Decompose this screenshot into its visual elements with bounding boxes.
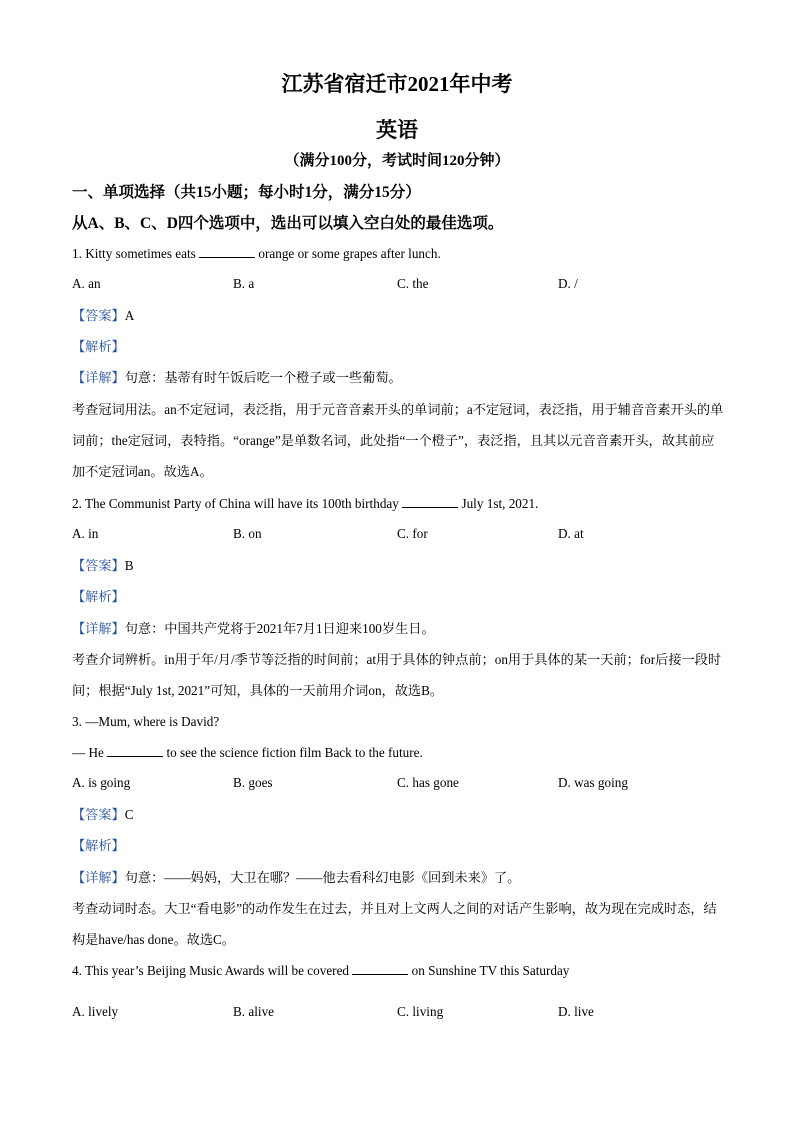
q4-option-b: B. alive <box>233 1004 275 1019</box>
q2-answer: 【答案】B <box>72 558 134 573</box>
q2-analysis-label: 【解析】 <box>72 589 125 604</box>
q3-answer: 【答案】C <box>72 807 134 822</box>
section-heading: 一、单项选择（共15小题；每小时1分，满分15分） <box>72 184 421 201</box>
q3-detail: 【详解】句意：——妈妈，大卫在哪？——他去看科幻电影《回到未来》了。 <box>72 870 521 885</box>
q1-option-c: C. the <box>397 276 429 291</box>
answer-blank <box>352 962 408 975</box>
question-2-stem: 2. The Communist Party of China will have its 100th birthday July 1st, 2021. <box>72 496 539 511</box>
exam-subject: 英语 <box>376 118 418 142</box>
q4-option-a: A. lively <box>72 1004 119 1019</box>
q2-option-a: A. in <box>72 526 99 541</box>
question-3-line1: 3. —Mum, where is David? <box>72 714 220 729</box>
q3-option-d: D. was going <box>558 775 628 790</box>
q3-option-c: C. has gone <box>397 775 459 790</box>
q1-option-d: D. / <box>558 276 578 291</box>
question-3-stem: — He to see the science fiction film Back to the future. <box>72 745 423 760</box>
q3-option-a: A. is going <box>72 775 131 790</box>
q2-explanation: 考查介词辨析。in用于年/月/季节等泛指的时间前；at用于具体的钟点前；on用于具体的某一天前；for后接一段时间；根据“July 1st, 2021”可知，具体的一天前用介词on，故选B。 <box>72 652 722 698</box>
q2-option-b: B. on <box>233 526 262 541</box>
question-4-stem: 4. This year’s Beijing Music Awards will be covered on Sunshine TV this Saturday <box>72 963 570 978</box>
q1-explanation: 考查冠词用法。an不定冠词，表泛指，用于元音音素开头的单词前；a不定冠词，表泛指，用于辅音音素开头的单词前；the定冠词，表特指。“orange”是单数名词，此处指“一个橙子”，表泛指，且其以元音音素开头，故其前应加不定冠词an。故选A。 <box>72 402 724 479</box>
q2-detail: 【详解】句意：中国共产党将于2021年7月1日迎来100岁生日。 <box>72 621 435 636</box>
answer-blank <box>199 245 255 258</box>
q3-option-b: B. goes <box>233 775 273 790</box>
q3-explanation: 考查动词时态。大卫“看电影”的动作发生在过去，并且对上文两人之间的对话产生影响，故为现在完成时态，结构是have/has done。故选C。 <box>72 901 717 947</box>
section-instruction: 从A、B、C、D四个选项中，选出可以填入空白处的最佳选项。 <box>72 215 504 232</box>
q1-option-b: B. a <box>233 276 255 291</box>
exam-title: 江苏省宿迁市2021年中考 <box>281 72 513 96</box>
q1-answer: 【答案】A <box>72 308 135 323</box>
exam-note: （满分100分，考试时间120分钟） <box>284 153 510 169</box>
q2-option-d: D. at <box>558 526 584 541</box>
q1-option-a: A. an <box>72 276 101 291</box>
q1-detail: 【详解】句意：基蒂有时午饭后吃一个橙子或一些葡萄。 <box>72 370 402 385</box>
q4-option-d: D. live <box>558 1004 594 1019</box>
answer-blank <box>107 744 163 757</box>
q4-option-c: C. living <box>397 1004 444 1019</box>
q3-analysis-label: 【解析】 <box>72 838 125 853</box>
question-1-stem: 1. Kitty sometimes eats orange or some grapes after lunch. <box>72 246 441 261</box>
q2-option-c: C. for <box>397 526 428 541</box>
q1-analysis-label: 【解析】 <box>72 339 125 354</box>
answer-blank <box>402 495 458 508</box>
